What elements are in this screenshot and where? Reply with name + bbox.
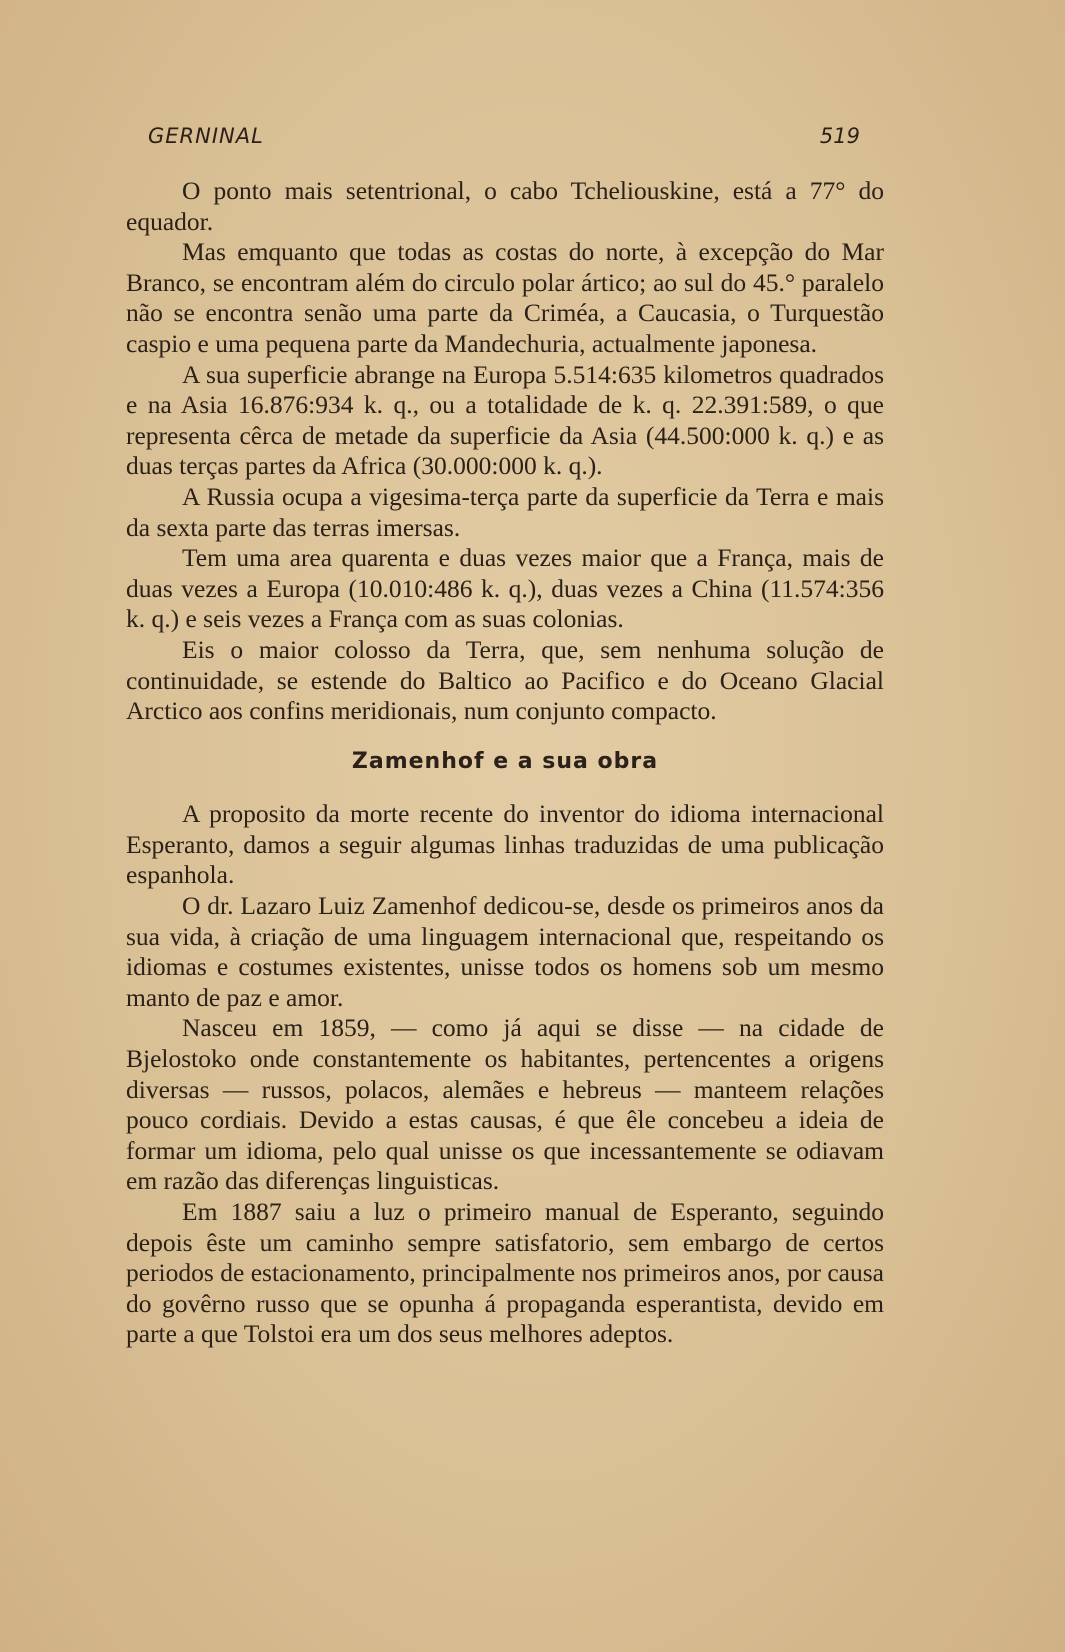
paragraph: A sua superficie abrange na Europa 5.514:635 kilometros quadrados e na Asia 16.876:934 k. q., ou a totalidade de k. q. 22.391:589, o que representa cêrca de metade da superficie da Asia (44.500:000 k. q.) e as duas terças partes da Africa (30.000:000 k. q.). xyxy=(126,359,884,481)
paragraph: Nasceu em 1859, — como já aqui se disse — na cidade de Bjelostoko onde constantemente os habitantes, pertencentes a origens diversas — russos, polacos, alemães e hebreus — manteem relações pouco cordiais. Devido a estas causas, é que êle concebeu a ideia de formar um idioma, pelo qual unisse os que incessantemente se odiavam em razão das diferenças linguisticas. xyxy=(126,1013,884,1196)
paragraph: O dr. Lazaro Luiz Zamenhof dedicou-se, desde os primeiros anos da sua vida, à criação de uma linguagem internacional que, respeitando os idiomas e costumes existentes, unisse todos os homens sob um mesmo manto de paz e amor. xyxy=(126,891,884,1012)
paragraph: O ponto mais setentrional, o cabo Tcheliouskine, está a 77° do equador. xyxy=(126,176,884,236)
section-title: Zamenhof e a sua obra xyxy=(351,748,659,774)
paragraph: Tem uma area quarenta e duas vezes maior que a França, mais de duas vezes a Europa (10.010:486 k. q.), duas vezes a China (11.574:356 k. q.) e seis vezes a França com as suas colonias. xyxy=(126,543,884,634)
paragraph: A proposito da morte recente do inventor do idioma internacional Esperanto, damos a seguir algumas linhas traduzidas de uma publicação espanhola. xyxy=(126,799,884,890)
page-number: 519 xyxy=(819,124,860,148)
paragraph: A Russia ocupa a vigesima-terça parte da superficie da Terra e mais da sexta parte das terras imersas. xyxy=(126,481,884,542)
page-header xyxy=(148,124,860,156)
paragraph: Mas emquanto que todas as costas do norte, à excepção do Mar Branco, se encontram além do circulo polar ártico; ao sul do 45.° paralelo não se encontra senão uma parte da Criméa, a Caucasia, o Turquestão caspio e uma pequena parte da Mandechuria, actualmente japonesa. xyxy=(126,237,884,358)
paragraph: Em 1887 saiu a luz o primeiro manual de Esperanto, seguindo depois êste um caminho sempre satisfatorio, sem embargo de certos periodos de estacionamento, principalmente nos primeiros anos, por causa do govêrno russo que se opunha á propaganda esperantista, devido em parte a que Tolstoi era um dos seus melhores adeptos. xyxy=(126,1197,884,1349)
running-head: GERNINAL xyxy=(148,124,264,148)
paragraph: Eis o maior colosso da Terra, que, sem nenhuma solução de continuidade, se estende do Baltico ao Pacifico e do Oceano Glacial Arctico aos confins meridionais, num conjunto compacto. xyxy=(126,634,884,726)
body-text xyxy=(126,176,884,1350)
